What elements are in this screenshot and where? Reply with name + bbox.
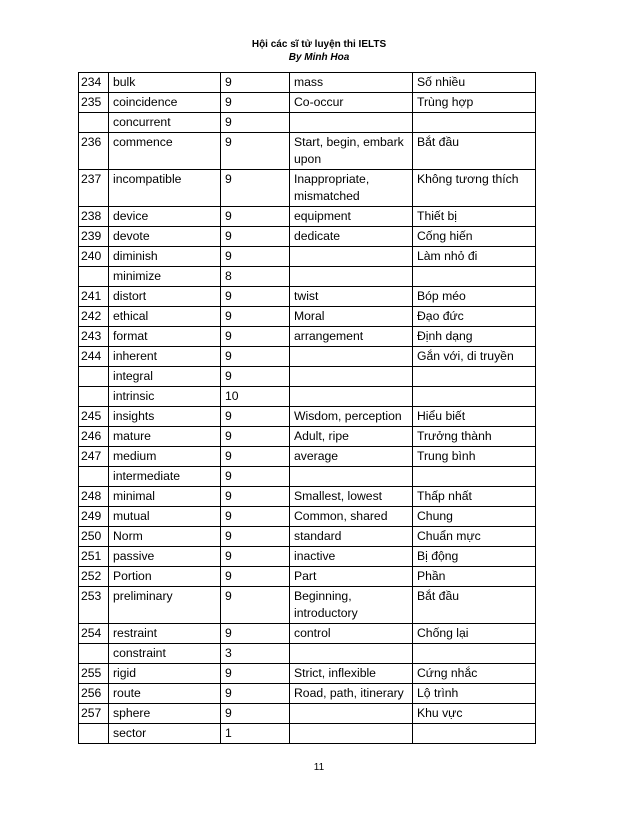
- vietnamese-meaning-cell: Chung: [413, 507, 536, 527]
- word-cell: bulk: [109, 73, 221, 93]
- table-row: [79, 487, 536, 507]
- frequency-cell: 9: [221, 207, 290, 227]
- vietnamese-meaning-cell: Cống hiến: [413, 227, 536, 247]
- word-cell: medium: [109, 447, 221, 467]
- frequency-cell: 9: [221, 527, 290, 547]
- vietnamese-meaning-cell: Trung bình: [413, 447, 536, 467]
- word-cell: devote: [109, 227, 221, 247]
- word-cell: preliminary: [109, 587, 221, 624]
- vietnamese-meaning-cell: Khu vực: [413, 704, 536, 724]
- entry-number-cell: 237: [79, 170, 109, 207]
- synonyms-cell: [290, 704, 413, 724]
- entry-number-cell: 240: [79, 247, 109, 267]
- synonyms-cell: Co-occur: [290, 93, 413, 113]
- vietnamese-meaning-cell: Thấp nhất: [413, 487, 536, 507]
- entry-number-cell: [79, 267, 109, 287]
- frequency-cell: 9: [221, 93, 290, 113]
- synonyms-cell: mass: [290, 73, 413, 93]
- word-cell: route: [109, 684, 221, 704]
- word-cell: format: [109, 327, 221, 347]
- word-cell: concurrent: [109, 113, 221, 133]
- table-row: [79, 170, 536, 207]
- synonyms-cell: dedicate: [290, 227, 413, 247]
- vocabulary-table-body: [79, 73, 536, 744]
- word-cell: passive: [109, 547, 221, 567]
- table-row: [79, 664, 536, 684]
- entry-number-cell: 248: [79, 487, 109, 507]
- entry-number-cell: 245: [79, 407, 109, 427]
- entry-number-cell: 252: [79, 567, 109, 587]
- frequency-cell: 9: [221, 567, 290, 587]
- entry-number-cell: [79, 113, 109, 133]
- page-header: [0, 38, 638, 64]
- word-cell: device: [109, 207, 221, 227]
- vietnamese-meaning-cell: Gắn với, di truyền: [413, 347, 536, 367]
- table-row: [79, 207, 536, 227]
- page-number: 11: [313, 762, 325, 773]
- vietnamese-meaning-cell: [413, 644, 536, 664]
- synonyms-cell: Smallest, lowest: [290, 487, 413, 507]
- entry-number-cell: 253: [79, 587, 109, 624]
- synonyms-cell: standard: [290, 527, 413, 547]
- synonyms-cell: Beginning, introductory: [290, 587, 413, 624]
- word-cell: minimize: [109, 267, 221, 287]
- frequency-cell: 9: [221, 327, 290, 347]
- table-row: [79, 547, 536, 567]
- word-cell: incompatible: [109, 170, 221, 207]
- table-row: [79, 704, 536, 724]
- word-cell: coincidence: [109, 93, 221, 113]
- table-row: [79, 133, 536, 170]
- table-row: [79, 73, 536, 93]
- table-row: [79, 287, 536, 307]
- vietnamese-meaning-cell: Bị động: [413, 547, 536, 567]
- synonyms-cell: [290, 387, 413, 407]
- frequency-cell: 9: [221, 73, 290, 93]
- entry-number-cell: 236: [79, 133, 109, 170]
- vietnamese-meaning-cell: Bắt đầu: [413, 133, 536, 170]
- entry-number-cell: 254: [79, 624, 109, 644]
- table-row: [79, 247, 536, 267]
- synonyms-cell: twist: [290, 287, 413, 307]
- word-cell: sector: [109, 724, 221, 744]
- frequency-cell: 10: [221, 387, 290, 407]
- entry-number-cell: 238: [79, 207, 109, 227]
- entry-number-cell: 244: [79, 347, 109, 367]
- synonyms-cell: Road, path, itinerary: [290, 684, 413, 704]
- table-row: [79, 567, 536, 587]
- frequency-cell: 9: [221, 624, 290, 644]
- entry-number-cell: [79, 367, 109, 387]
- table-row: [79, 113, 536, 133]
- synonyms-cell: Common, shared: [290, 507, 413, 527]
- synonyms-cell: average: [290, 447, 413, 467]
- table-row: [79, 227, 536, 247]
- frequency-cell: 3: [221, 644, 290, 664]
- frequency-cell: 9: [221, 704, 290, 724]
- frequency-cell: 9: [221, 664, 290, 684]
- entry-number-cell: [79, 387, 109, 407]
- vietnamese-meaning-cell: Đạo đức: [413, 307, 536, 327]
- word-cell: minimal: [109, 487, 221, 507]
- frequency-cell: 9: [221, 347, 290, 367]
- synonyms-cell: [290, 267, 413, 287]
- entry-number-cell: [79, 467, 109, 487]
- table-row: [79, 624, 536, 644]
- synonyms-cell: Part: [290, 567, 413, 587]
- vietnamese-meaning-cell: Trùng hợp: [413, 93, 536, 113]
- synonyms-cell: [290, 347, 413, 367]
- table-row: [79, 724, 536, 744]
- vietnamese-meaning-cell: Phần: [413, 567, 536, 587]
- word-cell: intrinsic: [109, 387, 221, 407]
- entry-number-cell: 242: [79, 307, 109, 327]
- synonyms-cell: Strict, inflexible: [290, 664, 413, 684]
- vietnamese-meaning-cell: Cứng nhắc: [413, 664, 536, 684]
- entry-number-cell: 249: [79, 507, 109, 527]
- synonyms-cell: [290, 367, 413, 387]
- synonyms-cell: inactive: [290, 547, 413, 567]
- word-cell: Norm: [109, 527, 221, 547]
- vietnamese-meaning-cell: Làm nhỏ đi: [413, 247, 536, 267]
- header-author: By Minh Hoa: [288, 52, 350, 63]
- header-title: Hội các sĩ tử luyện thi IELTS: [251, 39, 387, 50]
- vocabulary-table: [78, 72, 536, 744]
- table-row: [79, 684, 536, 704]
- table-row: [79, 467, 536, 487]
- word-cell: distort: [109, 287, 221, 307]
- entry-number-cell: 246: [79, 427, 109, 447]
- vietnamese-meaning-cell: Định dạng: [413, 327, 536, 347]
- frequency-cell: 9: [221, 467, 290, 487]
- frequency-cell: 9: [221, 113, 290, 133]
- table-row: [79, 367, 536, 387]
- word-cell: constraint: [109, 644, 221, 664]
- entry-number-cell: [79, 724, 109, 744]
- frequency-cell: 9: [221, 507, 290, 527]
- vietnamese-meaning-cell: Chống lại: [413, 624, 536, 644]
- vietnamese-meaning-cell: Chuẩn mực: [413, 527, 536, 547]
- word-cell: insights: [109, 407, 221, 427]
- table-row: [79, 307, 536, 327]
- vietnamese-meaning-cell: [413, 387, 536, 407]
- vietnamese-meaning-cell: Không tương thích: [413, 170, 536, 207]
- vietnamese-meaning-cell: Hiểu biết: [413, 407, 536, 427]
- vietnamese-meaning-cell: [413, 467, 536, 487]
- entry-number-cell: [79, 644, 109, 664]
- synonyms-cell: Inappropriate, mismatched: [290, 170, 413, 207]
- vietnamese-meaning-cell: Bắt đầu: [413, 587, 536, 624]
- frequency-cell: 9: [221, 227, 290, 247]
- frequency-cell: 1: [221, 724, 290, 744]
- word-cell: inherent: [109, 347, 221, 367]
- frequency-cell: 9: [221, 247, 290, 267]
- table-row: [79, 327, 536, 347]
- entry-number-cell: 255: [79, 664, 109, 684]
- frequency-cell: 9: [221, 447, 290, 467]
- frequency-cell: 9: [221, 427, 290, 447]
- frequency-cell: 9: [221, 407, 290, 427]
- table-row: [79, 587, 536, 624]
- synonyms-cell: [290, 467, 413, 487]
- entry-number-cell: 234: [79, 73, 109, 93]
- vietnamese-meaning-cell: Trưởng thành: [413, 427, 536, 447]
- entry-number-cell: 256: [79, 684, 109, 704]
- entry-number-cell: 257: [79, 704, 109, 724]
- frequency-cell: 9: [221, 547, 290, 567]
- table-row: [79, 267, 536, 287]
- entry-number-cell: 239: [79, 227, 109, 247]
- vietnamese-meaning-cell: Lộ trình: [413, 684, 536, 704]
- frequency-cell: 9: [221, 287, 290, 307]
- synonyms-cell: [290, 724, 413, 744]
- word-cell: intermediate: [109, 467, 221, 487]
- synonyms-cell: [290, 644, 413, 664]
- word-cell: restraint: [109, 624, 221, 644]
- word-cell: mature: [109, 427, 221, 447]
- synonyms-cell: Start, begin, embark upon: [290, 133, 413, 170]
- frequency-cell: 9: [221, 170, 290, 207]
- table-row: [79, 407, 536, 427]
- frequency-cell: 9: [221, 587, 290, 624]
- entry-number-cell: 250: [79, 527, 109, 547]
- synonyms-cell: Wisdom, perception: [290, 407, 413, 427]
- frequency-cell: 8: [221, 267, 290, 287]
- word-cell: commence: [109, 133, 221, 170]
- vietnamese-meaning-cell: [413, 724, 536, 744]
- frequency-cell: 9: [221, 307, 290, 327]
- vietnamese-meaning-cell: [413, 113, 536, 133]
- entry-number-cell: 235: [79, 93, 109, 113]
- word-cell: ethical: [109, 307, 221, 327]
- frequency-cell: 9: [221, 133, 290, 170]
- synonyms-cell: equipment: [290, 207, 413, 227]
- entry-number-cell: 247: [79, 447, 109, 467]
- vietnamese-meaning-cell: Số nhiều: [413, 73, 536, 93]
- vietnamese-meaning-cell: Bóp méo: [413, 287, 536, 307]
- word-cell: diminish: [109, 247, 221, 267]
- word-cell: Portion: [109, 567, 221, 587]
- table-row: [79, 93, 536, 113]
- table-row: [79, 387, 536, 407]
- vietnamese-meaning-cell: Thiết bị: [413, 207, 536, 227]
- synonyms-cell: control: [290, 624, 413, 644]
- synonyms-cell: Moral: [290, 307, 413, 327]
- synonyms-cell: [290, 247, 413, 267]
- word-cell: sphere: [109, 704, 221, 724]
- word-cell: mutual: [109, 507, 221, 527]
- table-row: [79, 447, 536, 467]
- entry-number-cell: 251: [79, 547, 109, 567]
- entry-number-cell: 243: [79, 327, 109, 347]
- frequency-cell: 9: [221, 367, 290, 387]
- synonyms-cell: Adult, ripe: [290, 427, 413, 447]
- word-cell: rigid: [109, 664, 221, 684]
- entry-number-cell: 241: [79, 287, 109, 307]
- table-row: [79, 507, 536, 527]
- table-row: [79, 427, 536, 447]
- vietnamese-meaning-cell: [413, 267, 536, 287]
- table-row: [79, 527, 536, 547]
- frequency-cell: 9: [221, 487, 290, 507]
- table-row: [79, 644, 536, 664]
- vietnamese-meaning-cell: [413, 367, 536, 387]
- table-row: [79, 347, 536, 367]
- synonyms-cell: [290, 113, 413, 133]
- word-cell: integral: [109, 367, 221, 387]
- frequency-cell: 9: [221, 684, 290, 704]
- synonyms-cell: arrangement: [290, 327, 413, 347]
